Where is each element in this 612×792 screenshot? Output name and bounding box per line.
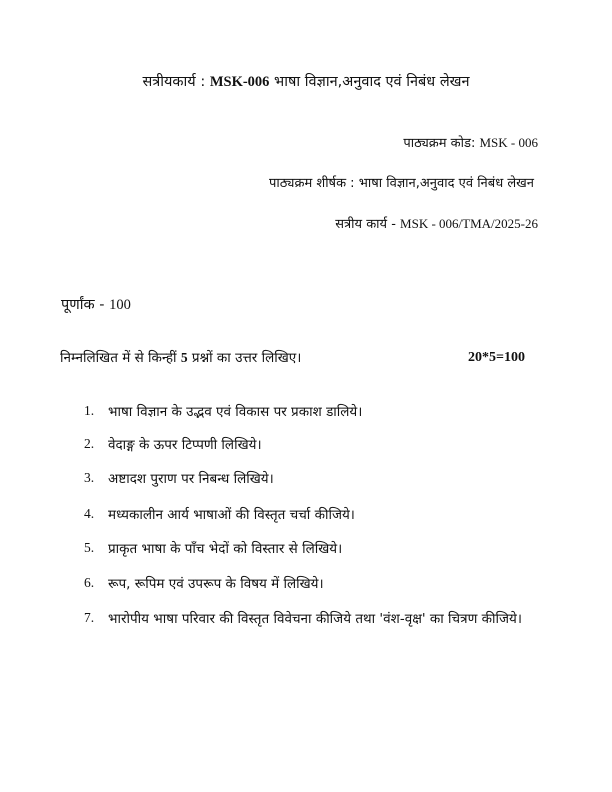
title-course-name: भाषा विज्ञान,अनुवाद एवं निबंध लेखन bbox=[269, 74, 470, 90]
marks-value: 100 bbox=[109, 297, 131, 313]
instructions-text-after: प्रश्नों का उत्तर लिखिए। bbox=[187, 350, 302, 366]
course-title-value: भाषा विज्ञान,अनुवाद एवं निबंध लेखन bbox=[358, 176, 534, 191]
question-number: 1. bbox=[84, 403, 95, 418]
question-item bbox=[84, 403, 548, 422]
question-text: वेदाङ्ग के ऊपर टिप्पणी लिखिये। bbox=[108, 437, 262, 453]
total-marks bbox=[61, 294, 131, 314]
question-number: 3. bbox=[84, 470, 95, 485]
question-item bbox=[84, 540, 548, 559]
title-course-code: MSK-006 bbox=[209, 74, 270, 90]
question-number: 4. bbox=[84, 506, 95, 521]
title-prefix: सत्रीयकार्य : bbox=[142, 74, 210, 90]
question-item bbox=[84, 470, 548, 489]
question-text: प्राकृत भाषा के पाँच भेदों को विस्तार से लिखिये। bbox=[108, 541, 343, 557]
assignment-label: सत्रीय कार्य - bbox=[335, 217, 401, 232]
question-item bbox=[84, 506, 548, 525]
course-code-label: पाठ्यक्रम कोड: bbox=[403, 136, 480, 151]
scoring-scheme: 20*5=100 bbox=[468, 350, 525, 365]
course-code-line bbox=[403, 133, 538, 151]
instructions-text-before: निम्नलिखित में से किन्हीं bbox=[60, 350, 181, 366]
assignment-value: MSK - 006/TMA/2025-26 bbox=[400, 216, 538, 231]
document-title bbox=[0, 71, 612, 91]
question-number: 5. bbox=[84, 540, 95, 555]
question-text: अष्टादश पुराण पर निबन्ध लिखिये। bbox=[108, 471, 274, 487]
question-item bbox=[84, 575, 548, 594]
question-number: 7. bbox=[84, 610, 95, 625]
marks-label: पूर्णांक - bbox=[61, 297, 110, 313]
question-text: भारोपीय भाषा परिवार की विस्तृत विवेचना कीजिये तथा 'वंश-वृक्ष' का चित्रण कीजिये। bbox=[108, 611, 522, 627]
question-number: 6. bbox=[84, 575, 95, 590]
instructions bbox=[60, 348, 301, 366]
question-text: रूप, रूपिम एवं उपरूप के विषय में लिखिये। bbox=[108, 576, 324, 592]
assignment-code-line bbox=[335, 214, 538, 232]
question-item bbox=[84, 436, 548, 455]
question-text: भाषा विज्ञान के उद्भव एवं विकास पर प्रकाश डालिये। bbox=[108, 404, 363, 420]
course-title-line bbox=[269, 173, 534, 191]
course-title-label: पाठ्यक्रम शीर्षक : bbox=[269, 176, 359, 191]
instructions-count: 5 bbox=[180, 350, 188, 365]
question-number: 2. bbox=[84, 436, 95, 451]
question-item bbox=[84, 610, 548, 629]
question-text: मध्यकालीन आर्य भाषाओं की विस्तृत चर्चा कीजिये। bbox=[108, 507, 355, 523]
course-code-value: MSK - 006 bbox=[479, 135, 538, 150]
